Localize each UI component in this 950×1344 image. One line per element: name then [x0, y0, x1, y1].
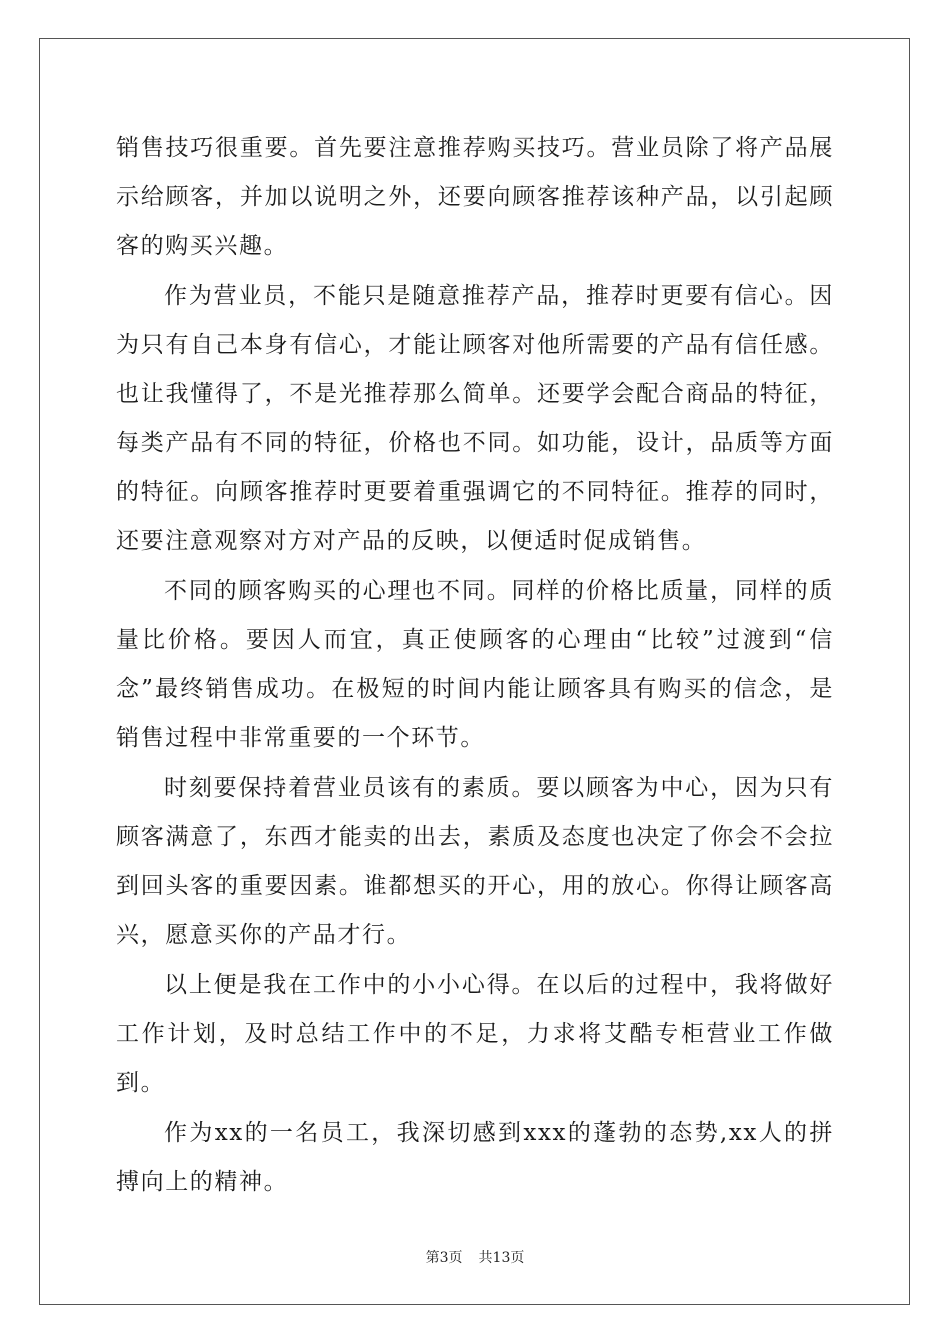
- paragraph: 以上便是我在工作中的小小心得。在以后的过程中，我将做好工作计划，及时总结工作中的不足，力求将艾酷专柜营业工作做到。: [116, 972, 834, 1096]
- page-number: 第3页: [425, 1250, 463, 1266]
- page-footer: [0, 1248, 950, 1268]
- document-body: [116, 124, 834, 1208]
- paragraph: 时刻要保持着营业员该有的素质。要以顾客为中心，因为只有顾客满意了，东西才能卖的出去，素质及态度也决定了你会不会拉到回头客的重要因素。谁都想买的开心，用的放心。你得让顾客高兴，愿意买你的产品才行。: [116, 775, 834, 948]
- paragraph: 销售技巧很重要。首先要注意推荐购买技巧。营业员除了将产品展示给顾客，并加以说明之外，还要向顾客推荐该种产品，以引起顾客的购买兴趣。: [116, 135, 834, 259]
- paragraph: 不同的顾客购买的心理也不同。同样的价格比质量，同样的质量比价格。要因人而宜，真正使顾客的心理由“比较”过渡到“信念”最终销售成功。在极短的时间内能让顾客具有购买的信念，是销售过程中非常重要的一个环节。: [116, 578, 834, 751]
- paragraph: 作为xx的一名员工，我深切感到xxx的蓬勃的态势,xx人的拼搏向上的精神。: [116, 1120, 834, 1195]
- total-pages: 共13页: [478, 1250, 525, 1266]
- paragraph: 作为营业员，不能只是随意推荐产品，推荐时更要有信心。因为只有自己本身有信心，才能让顾客对他所需要的产品有信任感。也让我懂得了，不是光推荐那么简单。还要学会配合商品的特征，每类产品有不同的特征，价格也不同。如功能，设计，品质等方面的特征。向顾客推荐时更要着重强调它的不同特征。推荐的同时，还要注意观察对方对产品的反映，以便适时促成销售。: [116, 283, 834, 554]
